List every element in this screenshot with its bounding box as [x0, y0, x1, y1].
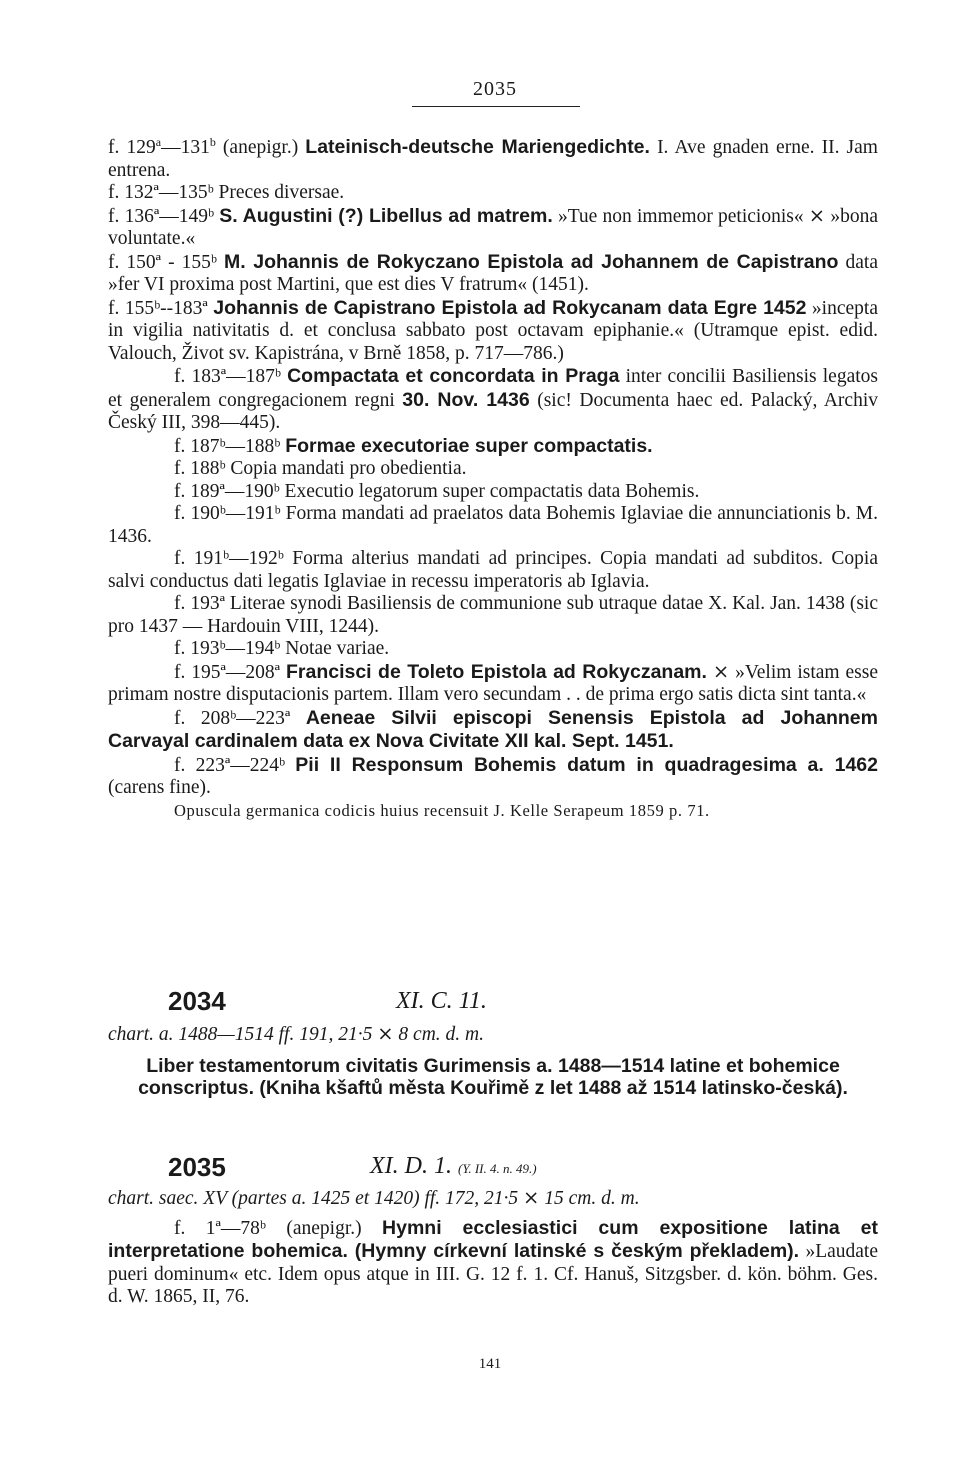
item-195: f. 195ª—208ª Francisci de Toleto Epistola ad Rokyczanam. ⨯ »Velim istam esse primam nostre disputacionis partem. Illam vero secundam . . de prima ergo satis dicta sint tanta.«: [108, 660, 878, 705]
item-190: f. 190ᵇ—191ᵇ Forma mandati ad praelatos data Bohemis Iglaviae die annunciationis b. M. 1436.: [108, 503, 878, 547]
entry-2034-number: 2034: [168, 986, 226, 1016]
kelle-note: Opuscula germanica codicis huius recensuit J. Kelle Serapeum 1859 p. 71.: [174, 800, 710, 820]
entry-2034-title: Liber testamentorum civitatis Gurimensis a. 1488—1514 latine et bohemice conscriptus. (Kniha kšaftů města Kouřimě z let 1488 až 1514 latinsko-česká).: [138, 1054, 848, 1099]
item-132: f. 132ª—135ᵇ Preces diversae.: [108, 182, 345, 203]
item-193b: f. 193ᵇ—194ᵇ Notae variae.: [174, 638, 390, 659]
entry-2034-description: chart. a. 1488—1514 ff. 191, 21·5 ⨯ 8 cm. d. m.: [108, 1024, 484, 1045]
item-191: f. 191ᵇ—192ᵇ Forma alterius mandati ad principes. Copia mandati ad subditos. Copia salvi conductus dati legatis Iglaviae in recessu imperatoris ab Iglavia.: [108, 548, 878, 592]
entry-2035-signature: XI. D. 1. (Y. II. 4. n. 49.): [370, 1153, 537, 1179]
entry-2033-contents: [108, 136, 878, 822]
page-number-header: 2035: [473, 78, 517, 100]
item-187: f. 187ᵇ—188ᵇ Formae executoriae super compactatis.: [174, 434, 653, 457]
item-188: f. 188ᵇ Copia mandati pro obedientia.: [174, 458, 467, 479]
page-number-footer: 141: [478, 1356, 502, 1372]
item-129: f. 129$^a$—131$^b$ (anepigr.) Lateinisch-deutsche Mariengedichte. I. Ave gnaden erne. II. Jam entrena.: [108, 135, 878, 181]
item-208: f. 208ᵇ—223ª Aeneae Silvii episcopi Senensis Epistola ad Johannem Carvayal cardinalem data ex Nova Civitate XII kal. Sept. 1451.: [108, 706, 878, 752]
entry-2034-signature: XI. C. 11.: [396, 988, 487, 1014]
item-155: f. 155ᵇ--183ª Johannis de Capistrano Epistola ad Rokycanam data Egre 1452 »incepta in vigilia nativitatis d. et conclusa sabbato post octavam epiphanie.« (Utramque epist. edid. Valouch, Život sv. Kapistrána, v Brně 1858, p. 717—786.): [108, 296, 878, 364]
item-193a: f. 193ª Literae synodi Basiliensis de communione sub utraque datae X. Kal. Jan. 1438 (sic pro 1437 — Hardouin VIII, 1244).: [108, 593, 878, 637]
header-rule: [412, 106, 580, 107]
item-189: f. 189ª—190ᵇ Executio legatorum super compactatis data Bohemis.: [174, 480, 700, 502]
entry-2035-body: [108, 1188, 878, 1309]
entry-2035-old-signature: (Y. II. 4. n. 49.): [457, 1161, 537, 1176]
entry-2035-description: chart. saec. XV (partes a. 1425 et 1420) ff. 172, 21·5 ⨯ 15 cm. d. m.: [108, 1188, 640, 1209]
entry-2035-content: f. 1ª—78ᵇ (anepigr.) Hymni ecclesiastici cum expositione latina et interpretatione bohemica. (Hymny církevní latinské s českým překladem). »Laudate pueri dominum« etc. Idem opus atque in III. G. 12 f. 1. Cf. Hanuš, Sitzgsber. d. kön. böhm. Ges. d. W. 1865, II, 76.: [108, 1216, 878, 1307]
item-150: f. 150ª - 155ᵇ M. Johannis de Rokyczano Epistola ad Johannem de Capistrano data »fer VI proxima post Martini, que est dies V fratrum« (1451).: [108, 250, 878, 295]
entry-2035-number: 2035: [168, 1152, 226, 1182]
item-183: f. 183ª—187ᵇ Compactata et concordata in Praga inter concilii Basiliensis legatos et generalem congregacionem regni 30. Nov. 1436 (sic! Documenta haec ed. Palacký, Archiv Český III, 398—445).: [108, 365, 878, 433]
item-223: f. 223ª—224ᵇ Pii II Responsum Bohemis datum in quadragesima a. 1462 (carens fine).: [108, 753, 878, 798]
item-136: f. 136ª—149ᵇ S. Augustini (?) Libellus ad matrem. »Tue non immemor peticionis« ⨯ »bona voluntate.«: [108, 204, 878, 249]
entry-2034-body: [108, 1024, 878, 1100]
